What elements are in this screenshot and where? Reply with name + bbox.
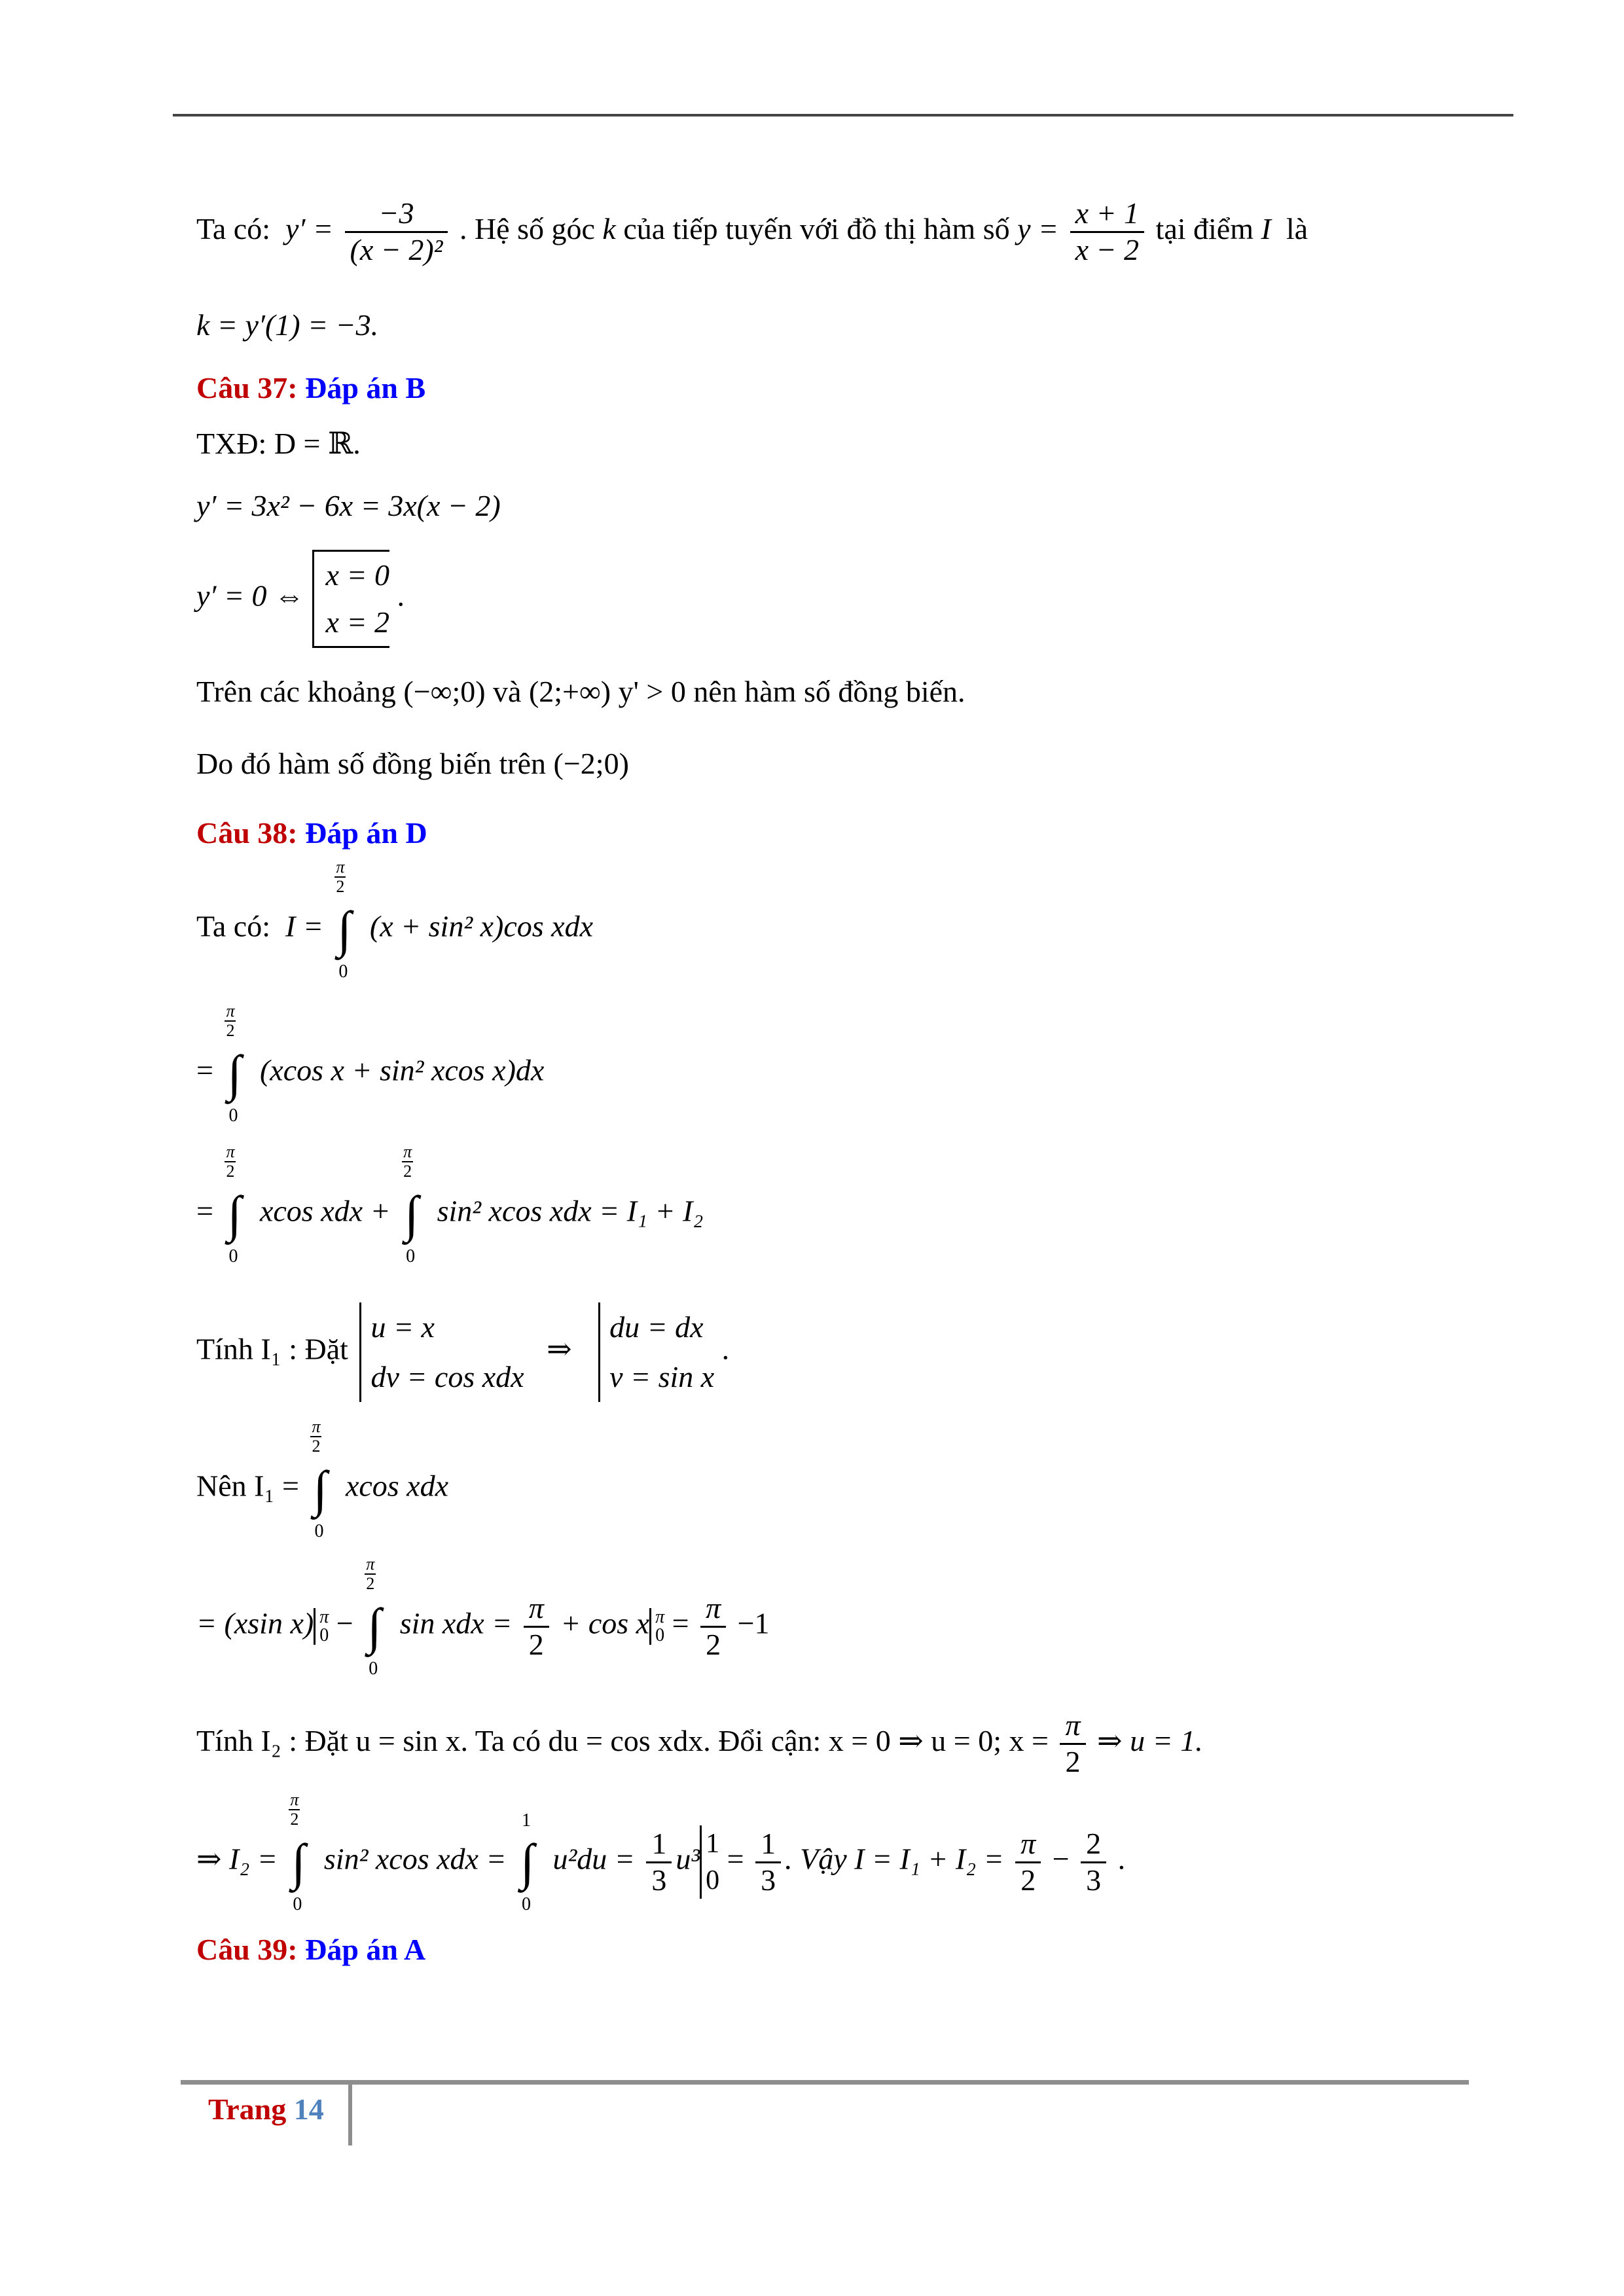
evaluation-bar: 1 0 <box>700 1825 719 1899</box>
pi-over-2: $\frac{\pi}{2}$ <box>524 1591 549 1662</box>
q37-derivative: y′ = 3x² − 6x = 3x(x − 2) <box>196 489 501 522</box>
i1-result-brace: du = dx v = sin x <box>598 1302 714 1402</box>
pi-over-2: $\frac{\pi}{2}$ <box>700 1591 726 1662</box>
function-fraction: $\frac{x + 1}{x - 2}$ <box>1070 196 1144 268</box>
pi-over-2: $\frac{\pi}{2}$ <box>1015 1827 1041 1898</box>
q36-result: k = y′(1) = −3. <box>196 308 379 342</box>
integral-sign: π 2 ∫ 0 <box>226 1142 242 1266</box>
q36-derivative-line: Ta có: y′ = $\frac{-3}{\text{(x − 2)²}}$ . Hệ số góc k của tiếp tuyến với đồ thị hàm số y = $\frac{x + 1}{x - 2}$ tại điểm I là <box>196 196 1308 266</box>
integral-sign: π 2 ∫ 0 <box>366 1554 382 1679</box>
q39-heading: Câu 39: Đáp án A <box>196 1933 426 1966</box>
q38-nen: Nên I₁ = π 2 ∫ 0 xcos xdx <box>196 1417 449 1541</box>
q37-domain: TXĐ: D = ℝ. <box>196 427 361 460</box>
q37-roots: y′ = 0 ⇔ x = 0 x = 2 . <box>196 550 405 648</box>
q38-i2-substitution: Tính I₂ : Đặt u = sin x. Ta có du = cos xdx. Đổi cận: x = 0 ⇒ u = 0; x = $\frac{\pi}{2}$ ⇒ u = 1. <box>196 1708 1203 1778</box>
footer-rule <box>181 2080 1469 2085</box>
roots-bracket: x = 0 x = 2 <box>312 550 389 648</box>
one-third: $\frac{1}{3}$ <box>646 1827 672 1898</box>
q37-conclusion: Do đó hàm số đồng biến trên (−2;0) <box>196 747 629 780</box>
footer-divider <box>348 2080 352 2145</box>
q38-heading: Câu 38: Đáp án D <box>196 816 427 850</box>
integral-sign: π 2 ∫ 0 <box>312 1417 327 1541</box>
q38-i2-result: ⇒ I₂ = π 2 ∫ 0 sin² xcos xdx = 1 ∫ 0 u²du = $\frac{1}{3}$ u³ 1 0 = $\frac{1}{3}$ . Vậy I = I₁ + I₂ = $\frac{\pi}{2}$ − $\frac{2}{3}$ . <box>196 1790 1126 1914</box>
integral-sign: π 2 ∫ 0 <box>290 1790 306 1914</box>
integral-sign: π 2 ∫ 0 <box>226 1001 242 1126</box>
two-thirds: $\frac{2}{3}$ <box>1081 1827 1106 1898</box>
q38-step3: = π 2 ∫ 0 xcos xdx + π 2 ∫ 0 sin² xcos xdx = I₁ + I₂ <box>196 1142 704 1266</box>
integral-sign: 1 ∫ 0 <box>520 1810 535 1914</box>
q37-heading: Câu 37: Đáp án B <box>196 371 426 404</box>
one-third: $\frac{1}{3}$ <box>755 1827 781 1898</box>
q38-step2: = π 2 ∫ 0 (xcos x + sin² xcos x)dx <box>196 1001 545 1126</box>
q38-integral-def: Ta có: I = π 2 ∫ 0 (x + sin² x)cos xdx <box>196 857 594 982</box>
q37-interval-text: Trên các khoảng (−∞;0) và (2;+∞) y' > 0 nên hàm số đồng biến. <box>196 675 965 708</box>
integral-sign: π 2 ∫ 0 <box>403 1142 419 1266</box>
q38-parts: = (xsin x) π 0 − π 2 ∫ 0 sin xdx = $\frac{\pi}{2}$ + cos x π 0 = $\frac{\pi}{2}$ −1 <box>196 1554 770 1679</box>
pi-over-2: $\frac{\pi}{2}$ <box>1060 1708 1085 1780</box>
page-number: Trang 14 <box>208 2092 324 2126</box>
i1-set-brace: u = x dv = cos xdx <box>359 1302 524 1402</box>
header-rule <box>173 114 1513 117</box>
integral-sign: π 2 ∫ 0 <box>336 857 352 982</box>
q38-i1-substitution: Tính I₁ : Đặt u = x dv = cos xdx ⇒ du = dx v = sin x . <box>196 1302 729 1402</box>
derivative-fraction: $\frac{-3}{\text{(x − 2)²}}$ <box>345 196 448 268</box>
